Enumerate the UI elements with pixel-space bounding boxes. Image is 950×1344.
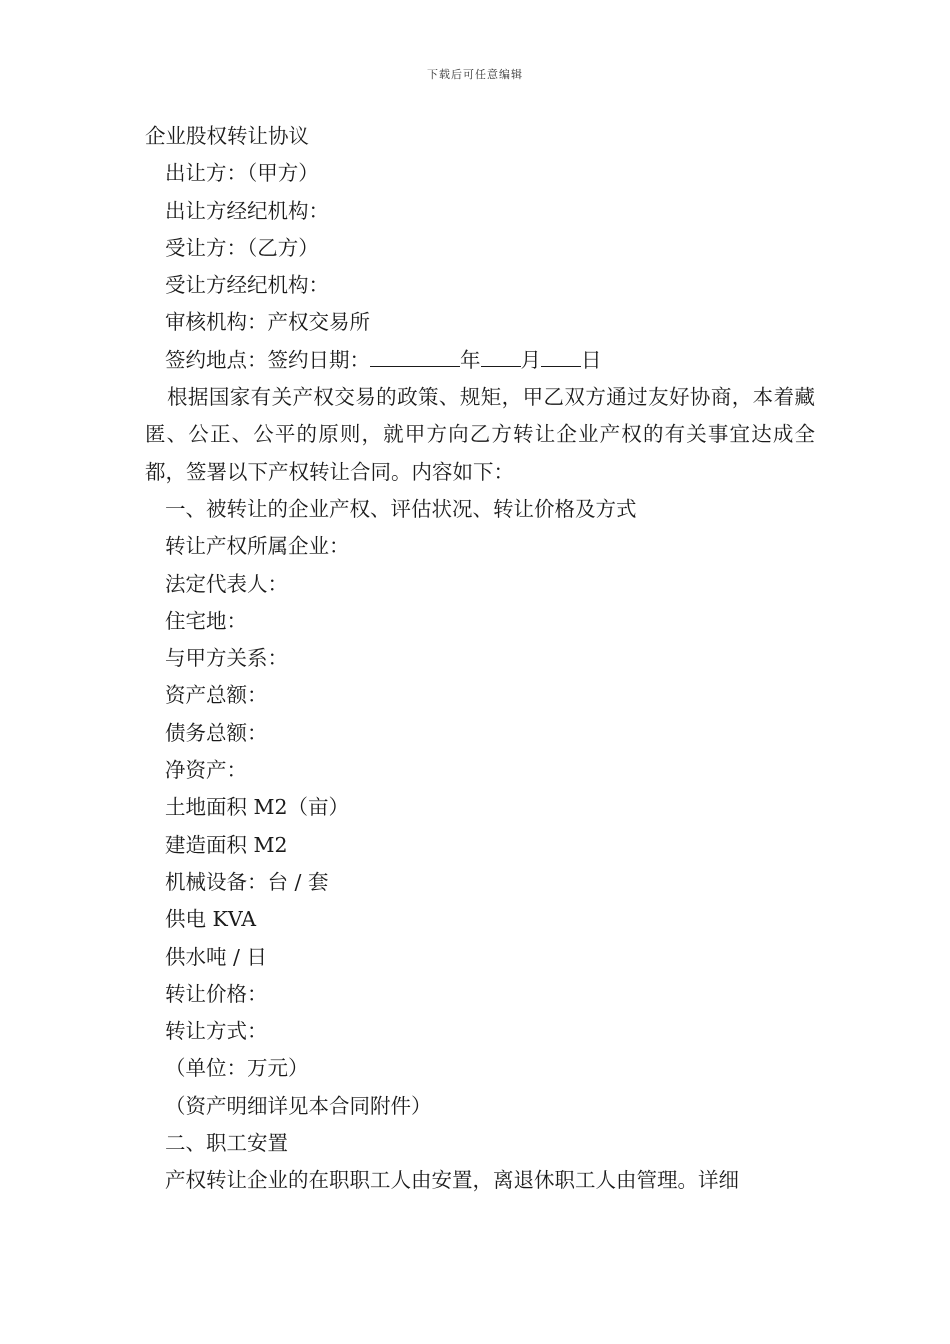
month-label: 月 xyxy=(520,347,541,372)
list-item: 资产总额： xyxy=(165,683,268,708)
section1-heading: 一、被转让的企业产权、评估状况、转让价格及方式 xyxy=(165,496,637,521)
list-item: 净资产： xyxy=(165,758,247,783)
list-item: 转让价格： xyxy=(165,981,268,1006)
list-item: 与甲方关系： xyxy=(165,646,288,671)
transferor-agent-line: 出让方经纪机构： xyxy=(165,198,329,223)
header-note: 下载后可任意编辑 xyxy=(427,68,523,81)
transferee-line: 受让方：（乙方） xyxy=(165,235,319,260)
list-item: 债务总额： xyxy=(165,720,268,745)
list-item: （资产明细详见本合同附件） xyxy=(165,1093,432,1118)
list-item: 土地面积 M2（亩） xyxy=(165,795,350,820)
list-item: 法定代表人： xyxy=(165,571,288,596)
day-label: 日 xyxy=(581,347,602,372)
list-item: 转让方式： xyxy=(165,1019,268,1044)
sign-prefix: 签约地点：签约日期： xyxy=(165,347,370,372)
section2-text: 产权转让企业的在职职工人由安置，离退休职工人由管理。详细 xyxy=(165,1168,739,1193)
month-blank xyxy=(481,344,521,367)
transferee-agent-line: 受让方经纪机构： xyxy=(165,273,329,298)
document-title: 企业股权转让协议 xyxy=(145,124,309,148)
year-blank xyxy=(370,344,460,367)
list-item: 转让产权所属企业： xyxy=(165,534,350,559)
document-body xyxy=(145,118,815,1200)
section2-heading: 二、职工安置 xyxy=(165,1131,288,1156)
day-blank xyxy=(541,344,581,367)
review-agency-line: 审核机构：产权交易所 xyxy=(165,310,370,335)
list-item: 建造面积 M2 xyxy=(165,832,288,857)
list-item: 供电 KVA xyxy=(165,907,257,932)
list-item: 供水吨 / 日 xyxy=(165,944,267,969)
intro-paragraph: 根据国家有关产权交易的政策、规矩，甲乙双方通过友好协商，本着藏匿、公正、公平的原则，就甲方向乙方转让企业产权的有关事宜达成全都，签署以下产权转让合同。内容如下： xyxy=(145,385,815,484)
transferor-line: 出让方：（甲方） xyxy=(165,161,319,186)
list-item: （单位：万元） xyxy=(165,1056,309,1081)
list-item: 机械设备：台 / 套 xyxy=(165,869,329,894)
year-label: 年 xyxy=(460,347,481,372)
list-item: 住宅地： xyxy=(165,608,247,633)
sign-place-date-line xyxy=(145,342,815,379)
